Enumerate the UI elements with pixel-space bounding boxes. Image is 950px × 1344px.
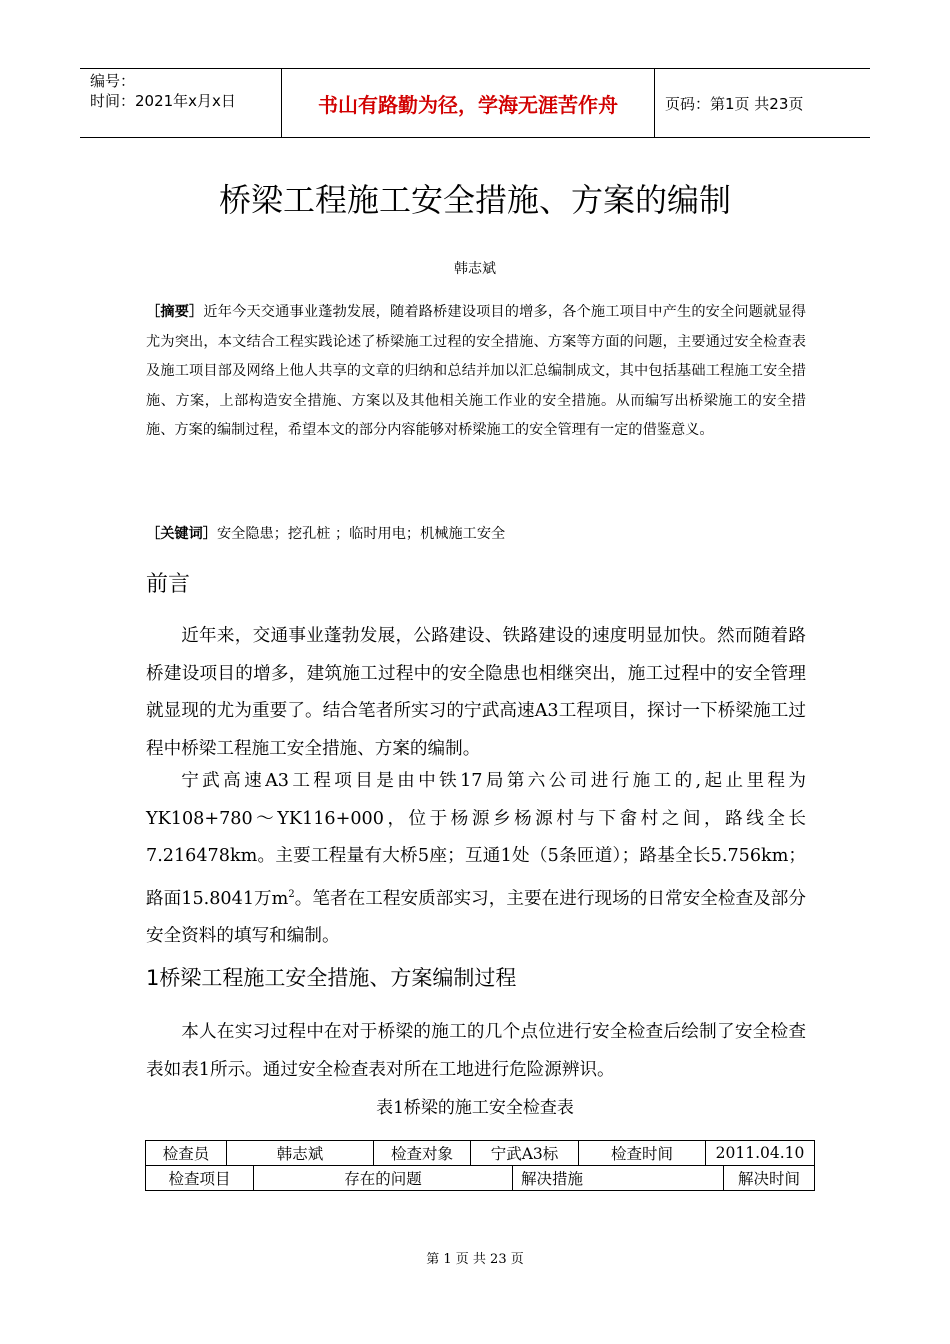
page-header xyxy=(80,68,870,138)
table-cell: 解决措施 xyxy=(513,1166,724,1191)
table-cell: 韩志斌 xyxy=(227,1141,374,1166)
keywords xyxy=(146,520,806,549)
table-cell: 解决时间 xyxy=(724,1166,815,1191)
doc-time-label: 时间：2021年x月x日 xyxy=(90,92,236,110)
header-meta xyxy=(80,69,281,137)
table-cell: 宁武A3标 xyxy=(471,1141,579,1166)
preface-paragraph-1: 近年来，交通事业蓬勃发展，公路建设、铁路建设的速度明显加快。然而随着路桥建设项目的增多，建筑施工过程中的安全隐患也相继突出，施工过程中的安全管理就显现的尤为重要了。结合笔者所实习的宁武高速A3工程项目，探讨一下桥梁施工过程中桥梁工程施工安全措施、方案的编制。 xyxy=(146,626,806,759)
abstract-label: ［摘要］ xyxy=(146,304,204,320)
keywords-label: ［关键词］ xyxy=(146,526,217,542)
table-cell: 检查对象 xyxy=(374,1141,471,1166)
section-1-paragraph: 本人在实习过程中在对于桥梁的施工的几个点位进行安全检查后绘制了安全检查表如表1所示。通过安全检查表对所在工地进行危险源辨识。 xyxy=(146,1022,806,1080)
table-cell: 2011.04.10 xyxy=(706,1141,815,1166)
table-cell: 检查员 xyxy=(146,1141,227,1166)
preface-paragraph-2 xyxy=(146,763,806,955)
abstract-text: 近年今天交通事业蓬勃发展，随着路桥建设项目的增多，各个施工项目中产生的安全问题就显得尤为突出，本文结合工程实践论述了桥梁施工过程的安全措施、方案等方面的问题，主要通过安全检查表及施工项目部及网络上他人共享的文章的归纳和总结并加以汇总编制成文，其中包括基础工程施工安全措施、方案，上部构造安全措施、方案以及其他相关施工作业的安全措施。从而编写出桥梁施工的安全措施、方案的编制过程，希望本文的部分内容能够对桥梁施工的安全管理有一定的借鉴意义。 xyxy=(146,304,806,438)
table-row xyxy=(146,1166,815,1191)
header-page-info: 页码：第1页 共23页 xyxy=(665,94,804,113)
table-cell: 检查时间 xyxy=(579,1141,706,1166)
preface-paragraph-2-main: 宁武高速A3工程项目是由中铁17局第六公司进行施工的,起止里程为YK108+780～YK116+000，位于杨源乡杨源村与下畲村之间，路线全长7.216478km。主要工程量有大桥5座；互通1处（5条匝道）；路基全长5.756km；路面15.8041万m xyxy=(146,771,806,909)
abstract xyxy=(146,298,806,446)
section-1-heading: 1桥梁工程施工安全措施、方案编制过程 xyxy=(146,966,517,990)
table-cell: 存在的问题 xyxy=(254,1166,513,1191)
safety-check-table-header xyxy=(145,1165,815,1191)
table-row xyxy=(146,1141,815,1166)
table-caption: 表1桥梁的施工安全检查表 xyxy=(376,1098,574,1118)
safety-check-table xyxy=(145,1140,815,1166)
superscript-2: 2 xyxy=(288,888,295,900)
table-cell: 检查项目 xyxy=(146,1166,254,1191)
author-name: 韩志斌 xyxy=(454,261,496,277)
page-footer: 第 1 页 共 23 页 xyxy=(426,1252,524,1267)
document-title: 桥梁工程施工安全措施、方案的编制 xyxy=(218,181,731,219)
header-motto: 书山有路勤为径，学海无涯苦作舟 xyxy=(281,69,655,137)
preface-heading: 前言 xyxy=(146,572,191,597)
preface-paragraph-2-tail: 。笔者在工程安质部实习，主要在进行现场的日常安全检查及部分安全资料的填写和编制。 xyxy=(146,888,806,946)
keywords-text: 安全隐患；挖孔桩 ；临时用电；机械施工安全 xyxy=(216,526,506,542)
doc-number-label: 编号： xyxy=(90,72,136,90)
